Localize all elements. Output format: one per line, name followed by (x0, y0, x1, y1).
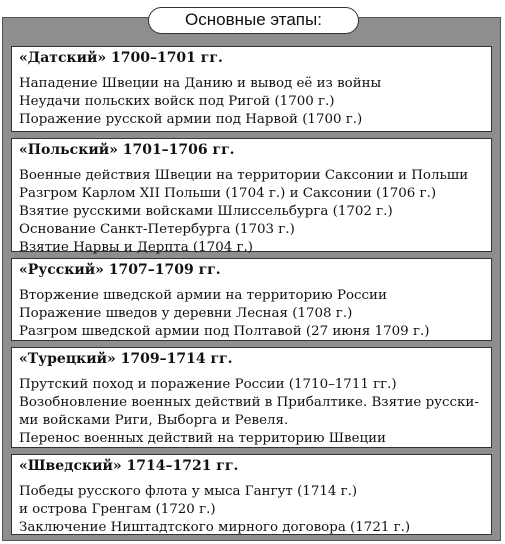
stage-event: Военные действия Швеции на территории Саксонии и Польши (19, 168, 469, 183)
stage-event: Разгром Карлом XII Польши (1704 г.) и Саксонии (1706 г.) (19, 186, 437, 201)
stage-years: 1707–1709 гг. (108, 262, 221, 278)
stage-years: 1700–1701 гг. (110, 50, 223, 66)
stage-event: Прутский поход и поражение России (1710–1711 гг.) (19, 377, 397, 392)
stage-swedish (11, 454, 492, 535)
stage-event: Победы русского флота у мыса Гангут (1714 г.) (19, 484, 358, 499)
stage-event: Взятие Нарвы и Дерпта (1704 г.) (19, 240, 253, 255)
stage-name: «Турецкий» (19, 351, 116, 367)
stage-event: Разгром шведской армии под Полтавой (27 июня 1709 г.) (19, 324, 430, 339)
stage-heading (19, 351, 233, 367)
stage-heading (19, 262, 221, 278)
stage-polish (11, 138, 492, 255)
stage-event: Заключение Ништадтского мирного договора (1721 г.) (19, 520, 411, 535)
stage-events (19, 376, 487, 448)
stage-name: «Русский» (19, 262, 104, 278)
stage-events (19, 167, 487, 257)
stage-heading (19, 458, 238, 474)
stage-events (19, 75, 487, 129)
stage-event: Неудачи польских войск под Ригой (1700 г.) (19, 94, 335, 109)
stages-title: Основные этапы: (148, 7, 359, 34)
stage-event: Вторжение шведской армии на территорию России (19, 288, 387, 303)
stage-event: ми войсками Риги, Выборга и Ревеля. (19, 413, 289, 428)
stage-name: «Польский» (19, 142, 118, 158)
stage-turkish (11, 347, 492, 448)
stage-years: 1701–1706 гг. (122, 142, 235, 158)
stage-russian (11, 258, 492, 341)
stage-event: и острова Гренгам (1720 г.) (19, 502, 216, 517)
stage-event: Поражение шведов у деревни Лесная (1708 г.) (19, 306, 353, 321)
stage-name: «Датский» (19, 50, 107, 66)
stage-years: 1709–1714 гг. (120, 351, 233, 367)
stage-event: Перенос военных действий на территорию Швеции (19, 431, 386, 446)
stage-events (19, 483, 487, 537)
stage-event: Взятие русскими войсками Шлиссельбурга (1702 г.) (19, 204, 393, 219)
stage-event: Основание Санкт-Петербурга (1703 г.) (19, 222, 295, 237)
stage-event: Поражение русской армии под Нарвой (1700 г.) (19, 112, 363, 127)
stage-danish (11, 46, 492, 132)
stage-years: 1714–1721 гг. (126, 458, 239, 474)
stage-heading (19, 50, 223, 66)
stage-event: Возобновление военных действий в Прибалтике. Взятие русски- (19, 395, 479, 410)
stage-event: Нападение Швеции на Данию и вывод её из войны (19, 76, 382, 91)
stage-heading (19, 142, 235, 158)
stage-name: «Шведский» (19, 458, 122, 474)
stage-events (19, 287, 487, 341)
